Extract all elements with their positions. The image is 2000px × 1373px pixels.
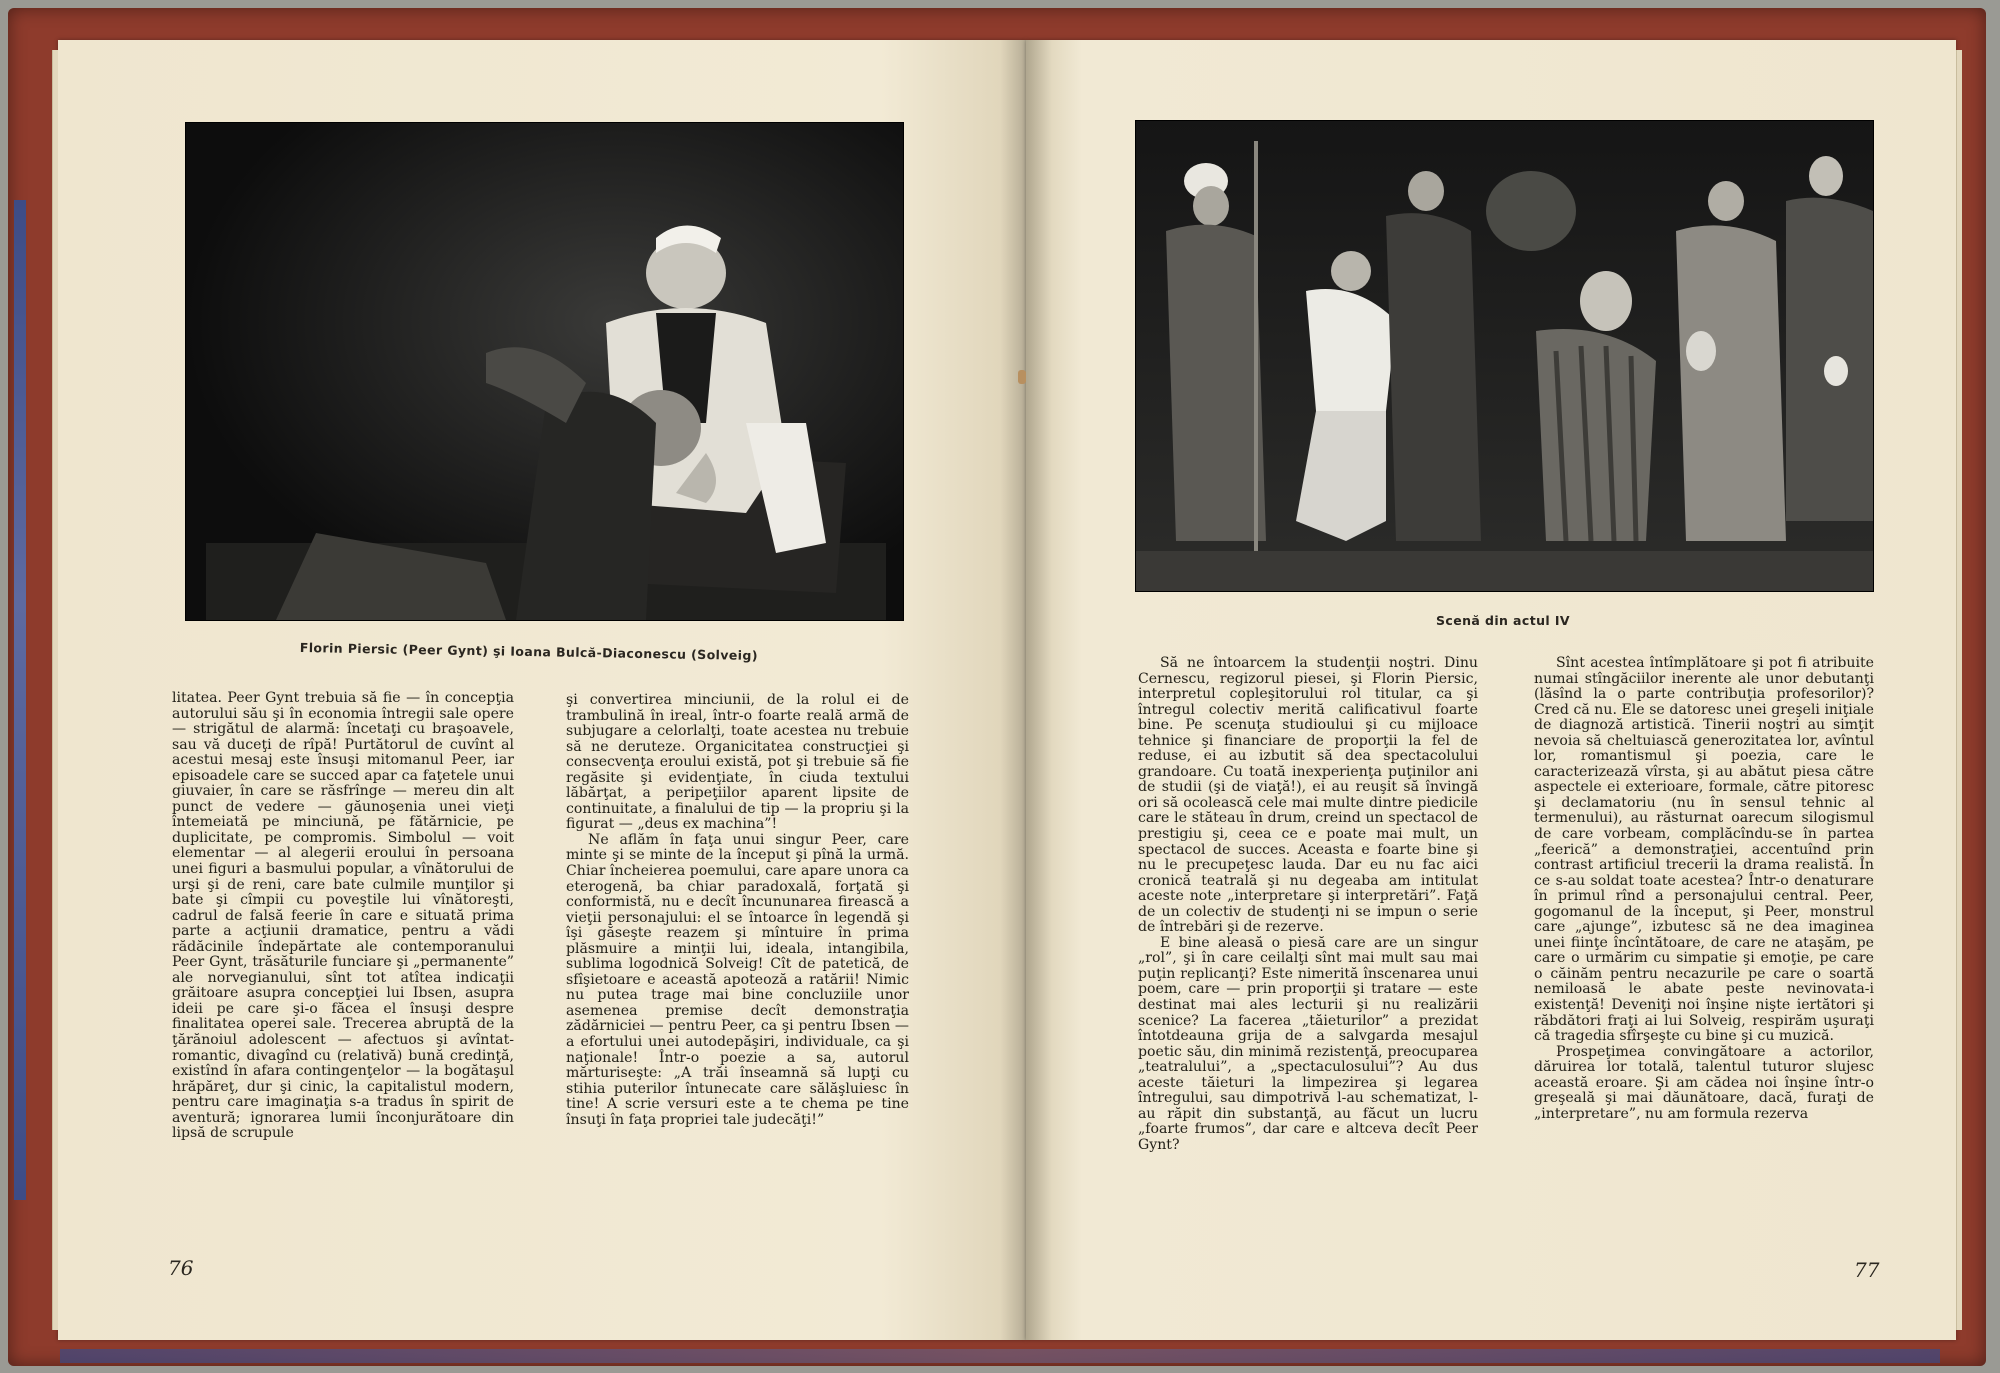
photo-caption-right: Scenă din actul IV (1436, 613, 1570, 628)
cover-bottom-pattern (60, 1349, 1940, 1363)
paragraph: litatea. Peer Gynt trebuia să fie — în concepţia autorului său şi în economia întregii sale opere — strigătul de alarmă: încetaţi cu braşoavele, sau vă duceţi de rîpă! Purtătorul de cuvînt al acestui mesaj este însuşi mitomanul Peer, iar episoadele care se succed apar ca faţetele unui giuvaier, în care se răsfrînge — mereu din alt punct de vedere — găunoşenia unei vieţi întemeiată pe minciună, pe fătărnicie, pe duplicitate, pe compromis. Simbolul — voit elementar — al alegerii eroului în persoana unei figuri a basmului popular, a vînătorului de urşi şi de reni, care bate culmile munţilor şi bate şi cîmpii cu poveştile lui vînătoreşti, cadrul de falsă feerie în care e situată prima parte a acţiunii dramatice, pentru a vădi rădăcinile îndepărtate ale contemporanului Peer Gynt, trăsăturile funciare şi „permanente” ale norvegianului, sînt tot atîtea indicaţii grăitoare asupra concepţiei lui Ibsen, asupra ideii pe care şi-o făcea el însuşi despre finalitatea operei sale. Trecerea abruptă de la ţărănoiul adolescent — afectuos şi avîntat-romantic, divagînd cu (relativă) bună credinţă, existînd în afara contingenţelor — la bogătaşul hrăpăreţ, dur şi cinic, la capitalistul modern, pentru care imaginaţia s-a tradus în spirit de aventură; ignorarea lumii înconjurătoare din lipsă de scrupule (172, 690, 514, 1142)
paragraph: Sînt acestea întîmplătoare şi pot fi atribuite numai stîngăciilor inerente ale unor debutanţi (lăsînd la o parte contribuţia profesorilor)? Cred că nu. Ele se datoresc unei greşeli iniţiale de diagnoză artistică. Tinerii noştri au simţit nevoia să cheltuiască generozitatea lor, avîntul lor, romantismul şi poezia, care le caracterizează vîrsta, şi au abătut piesa către aspectele ei exterioare, formale, către pitoresc şi declamatoriu (nu în sensul tehnic al termenului), au răsturnat oarecum silogismul de care vorbeam, complăcîndu-se în partea „feerică” a demonstraţiei, accentuînd prin contrast artificiul trecerii la drama realistă. În ce s-au soldat toate acestea? Într-o denaturare în primul rînd a personajului central. Peer, gogomanul de la început, şi Peer, monstrul care „ajunge”, izbutesc să ne dea imaginea unei fiinţe încîntătoare, de care ne ataşăm, pe care o urmărim cu simpatie şi emoţie, pe care o căinăm pentru necazurile pe care o soartă nemiloasă le abate peste nevinovata-i existenţă! Deveniţi noi înşine nişte iertători şi răbdători fraţi ai lui Solveig, respirăm uşuraţi că tragedia sfîrşeşte cu bine şi cu muzică. (1534, 655, 1874, 1045)
paragraph: E bine aleasă o piesă care are un singur „rol”, şi în care ceilalţi sînt mai mult sau mai puţin replicanţi? Este nimerită înscenarea unui poem, care — prin proporţii şi tratare — este destinat mai ales lecturii şi nu realizării scenice? La facerea „tăieturilor” a prezidat întotdeauna grija de a salvgarda mesajul poetic său, din minimă rezistenţă, preocuparea „teatralului”, a „spectaculosului”? Au dus aceste tăieturi la limpezirea şi legarea întregului, sau dimpotrivă l-au schematizat, l-au răpit din substanţă, au făcut un lucru „foarte frumos”, dar care e altceva decît Peer Gynt? (1138, 934, 1478, 1153)
paragraph: Să ne întoarcem la studenţii noştri. Dinu Cernescu, regizorul piesei, şi Florin Piersic, interpretul copleşitorului rol titular, ca şi întregul colectiv merită calificativul foarte bine. Pe scenuţa studioului şi cu mijloace tehnice şi financiare de proporţii la fel de reduse, ei au izbutit să dea spectacolului grandoare. Cu toată inexperienţa puţinilor ani de studii (şi de viaţă!), ei au reuşit să învingă ori să ocolească cele mai multe dintre piedicile care le stăteau în drum, creind un spectacol de prestigiu şi, ceea ce e poate mai mult, un spectacol de succes. Aceasta e foarte bine şi nu le precupeţesc lauda. Dar eu nu fac aici cronică teatrală şi nu degeaba am intitulat aceste note „interpretare şi interpretări”. Faţă de un colectiv de studenţi ni se impun o serie de întrebări şi de rezerve. (1138, 655, 1478, 936)
left-page-column-2 (566, 693, 909, 1128)
photo-scene-act-iv (1135, 120, 1874, 592)
left-page-stack (52, 50, 58, 1330)
paragraph: Prospeţimea convingătoare a actorilor, dăruirea lor totală, talentul tuturor slujesc această eroare. Şi am cădea noi înşine într-o greşeală şi mai dăunătoare, dacă, furaţi de „interpretare”, nu am formula rezerva (1534, 1043, 1874, 1122)
right-page-stack (1956, 50, 1962, 1330)
photo-illustration (1136, 121, 1873, 591)
page-number-left: 76 (168, 1256, 194, 1280)
paragraph: şi convertirea minciunii, de la rolul ei de trambulină în ireal, într-o foarte reală armă de subjugare a celorlalţi, toate acestea nu trebuie să ne deruteze. Organicitatea construcţiei şi consecvenţa eroului există, pot şi trebuie să fie regăsite şi evidenţiate, în ciuda textului lăbărţat, a peripeţiilor aparent lipsite de continuitate, a finalului de tip — la propriu şi la figurat — „deus ex machina”! (566, 692, 909, 833)
paragraph: Ne aflăm în faţa unui singur Peer, care minte şi se minte de la început şi pînă la urmă. Chiar încheierea poemului, care apare unora ca eterogenă, ba chiar paradoxală, forţată şi conformistă, nu e decît încununarea firească a vieţii personajului: el se întoarce în legendă şi îşi găseşte reazem şi mîntuire în prima plăsmuire a minţii lui, ideala, intangibila, sublima logodnică Solveig! Cît de patetică, de sfîşietoare e această apoteoză a ratării! Nimic nu putea trage mai bine concluziile unor asemenea premise decît demonstraţia zădărniciei — pentru Peer, ca şi pentru Ibsen — a efortului unei autodepăşiri, individuale, ca şi naţionale! Într-o poezie a sa, autorul mărturiseşte: „A trăi înseamnă să lupţi cu stihia puterilor întunecate care sălăşluiesc în tine! A scrie versuri este a te chema pe tine însuţi în faţa propriei tale judecăţi!” (566, 831, 909, 1128)
right-page-column-1 (1138, 656, 1478, 1154)
photo-peer-gynt-solveig (185, 122, 904, 621)
page-tear (1018, 370, 1026, 384)
right-page-column-2 (1534, 656, 1874, 1122)
photo-caption-left: Florin Piersic (Peer Gynt) şi Ioana Bulcă-Diaconescu (Solveig) (299, 640, 759, 663)
cover-edge-pattern (14, 200, 26, 1200)
page-number-right: 77 (1854, 1258, 1880, 1282)
book-spine (1000, 40, 1052, 1340)
left-page-column-1 (172, 691, 514, 1142)
photo-illustration (186, 123, 903, 620)
